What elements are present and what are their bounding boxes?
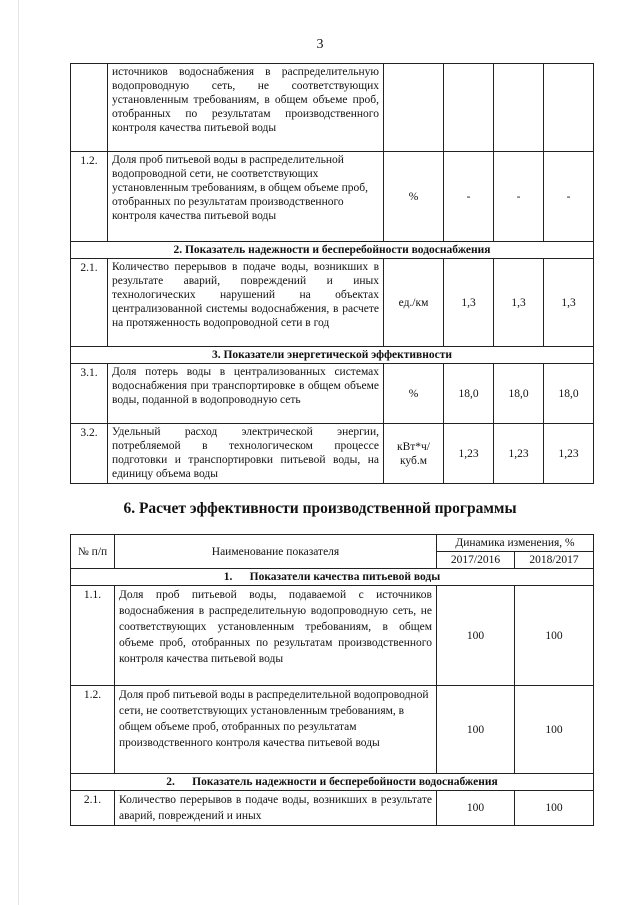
table-row <box>71 424 594 484</box>
row-number: 2.1. <box>71 259 108 347</box>
value-cell: 100 <box>515 586 594 686</box>
header-dynamics: Динамика изменения, % <box>437 535 594 552</box>
indicator-name: Доля проб питьевой воды в распределительной водопроводной сети, не соответствующих установленным требованиям, в общем объеме проб, отобранных по результатам производственного контроля качества питьевой воды <box>115 686 437 774</box>
table-row <box>71 586 594 686</box>
section-title: 2. Показатель надежности и бесперебойности водоснабжения <box>71 242 594 259</box>
section-row <box>71 774 594 791</box>
scan-edge <box>18 0 19 905</box>
header-name: Наименование показателя <box>115 535 437 569</box>
value-cell: - <box>444 152 494 242</box>
header-number: № п/п <box>71 535 115 569</box>
table-row <box>71 791 594 826</box>
indicator-name: источников водоснабжения в распределительную водопроводную сеть, не соответствующих установленным требованиям, в общем объеме проб, отобранных по результатам производственного контроля качества питьевой воды <box>108 64 384 152</box>
indicator-name: Удельный расход электрической энергии, потребляемой в технологическом процессе подготовки и транспортировки питьевой воды, на единицу объема воды <box>108 424 384 484</box>
value-cell: 18,0 <box>544 364 594 424</box>
indicator-name: Доля потерь воды в централизованных системах водоснабжения при транспортировке в общем объеме воды, поданной в водопроводную сеть <box>108 364 384 424</box>
value-cell: 100 <box>515 686 594 774</box>
row-number: 3.2. <box>71 424 108 484</box>
section-row <box>71 242 594 259</box>
table-row <box>71 364 594 424</box>
table-row <box>71 152 594 242</box>
value-cell: 18,0 <box>444 364 494 424</box>
section-title: 1. Показатели качества питьевой воды <box>71 569 594 586</box>
value-cell: 1,23 <box>494 424 544 484</box>
indicator-name: Количество перерывов в подаче воды, возникших в результате аварий, повреждений и иных <box>115 791 437 826</box>
value-cell: 100 <box>437 586 515 686</box>
row-number: 1.2. <box>71 686 115 774</box>
indicator-name: Доля проб питьевой воды в распределительной водопроводной сети, не соответствующих установленным требованиям, в общем объеме проб, отобранных по результатам производственного контроля качества питьевой воды <box>108 152 384 242</box>
header-row <box>71 535 594 552</box>
indicator-name: Количество перерывов в подаче воды, возникших в результате аварий, повреждений и иных технологических нарушений на объектах централизованной системы водоснабжения, в расчете на протяженность водопроводной сети в год <box>108 259 384 347</box>
value-cell: 100 <box>437 686 515 774</box>
section-heading: 6. Расчет эффективности производственной программы <box>123 500 517 517</box>
unit-cell <box>384 64 444 152</box>
value-cell: 1,3 <box>494 259 544 347</box>
value-cell: 18,0 <box>494 364 544 424</box>
row-number: 2.1. <box>71 791 115 826</box>
section-row <box>71 569 594 586</box>
value-cell: - <box>494 152 544 242</box>
unit-cell: % <box>384 364 444 424</box>
indicators-table-continued <box>70 63 594 484</box>
table-row <box>71 64 594 152</box>
value-cell: 1,23 <box>444 424 494 484</box>
section-title: 3. Показатели энергетической эффективности <box>71 347 594 364</box>
header-year: 2017/2016 <box>437 552 515 569</box>
section-title: 2. Показатель надежности и бесперебойности водоснабжения <box>71 774 594 791</box>
value-cell: - <box>544 152 594 242</box>
unit-cell: кВт*ч/ куб.м <box>384 424 444 484</box>
value-cell: 1,3 <box>544 259 594 347</box>
row-number <box>71 64 108 152</box>
table-row <box>71 686 594 774</box>
value-cell <box>444 64 494 152</box>
row-number: 1.1. <box>71 586 115 686</box>
section-row <box>71 347 594 364</box>
row-number: 3.1. <box>71 364 108 424</box>
page-number: 3 <box>316 37 324 52</box>
value-cell: 1,23 <box>544 424 594 484</box>
value-cell: 1,3 <box>444 259 494 347</box>
indicator-name: Доля проб питьевой воды, подаваемой с источников водоснабжения в распределительную водопроводную сеть, не соответствующих установленным требованиям, в общем объеме проб, отобранных по результатам производственного контроля качества питьевой воды <box>115 586 437 686</box>
value-cell: 100 <box>437 791 515 826</box>
efficiency-table <box>70 534 594 826</box>
unit-cell: ед./км <box>384 259 444 347</box>
table-row <box>71 259 594 347</box>
header-year: 2018/2017 <box>515 552 594 569</box>
unit-cell: % <box>384 152 444 242</box>
row-number: 1.2. <box>71 152 108 242</box>
value-cell <box>544 64 594 152</box>
value-cell: 100 <box>515 791 594 826</box>
value-cell <box>494 64 544 152</box>
